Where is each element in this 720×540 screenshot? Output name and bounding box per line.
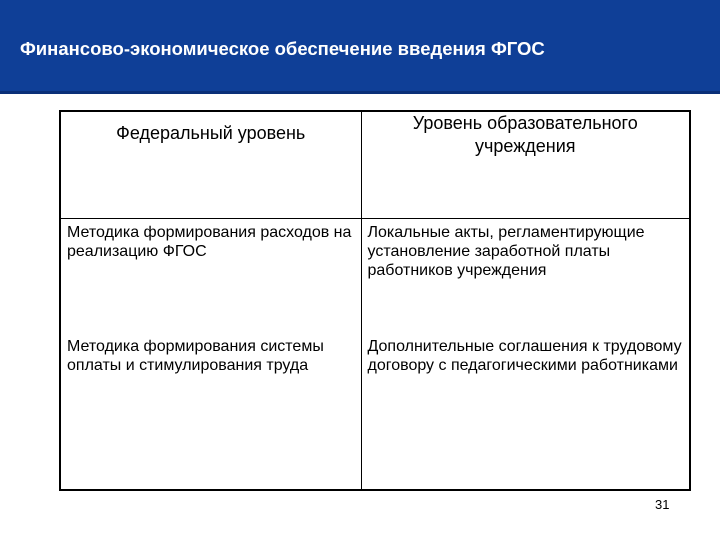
- column-header-federal: Федеральный уровень: [60, 111, 361, 219]
- header-bar: [0, 0, 720, 94]
- table-cell: [361, 219, 690, 326]
- table-cell: [60, 325, 361, 490]
- page-number: 31: [655, 497, 670, 512]
- slide-title: Финансово-экономическое обеспечение введения ФГОС: [20, 38, 545, 59]
- cell-text: Методика формирования системы оплаты и стимулирования труда: [67, 338, 324, 374]
- cell-text: Дополнительные соглашения к трудовому договору с педагогическими работниками: [367, 338, 682, 374]
- cell-text: Методика формирования расходов на реализацию ФГОС: [67, 224, 352, 260]
- table-row: [60, 219, 690, 326]
- column-header-institution: Уровень образовательного учреждения: [361, 111, 690, 219]
- comparison-table: [59, 110, 691, 491]
- table-row: [60, 325, 690, 490]
- table-cell: [60, 219, 361, 326]
- table-header-row: [60, 111, 690, 219]
- cell-text: Локальные акты, регламентирующие установление заработной платы работников учреждения: [367, 224, 645, 279]
- table-cell: [361, 325, 690, 490]
